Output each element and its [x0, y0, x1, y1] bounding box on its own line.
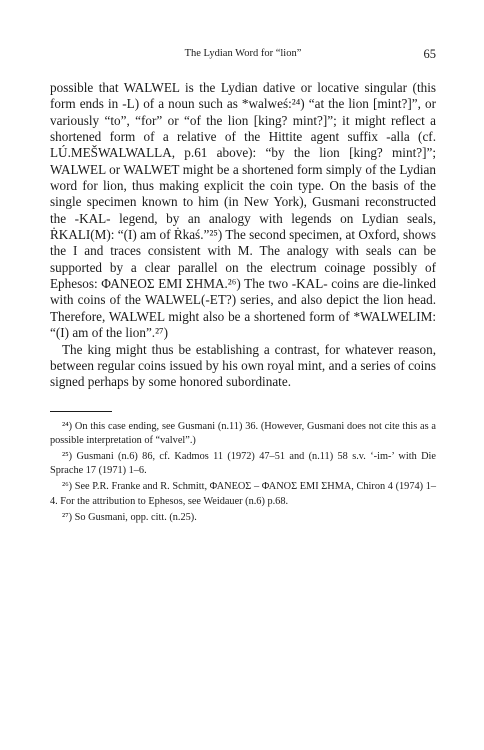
footnote: ²⁶) See P.R. Franke and R. Schmitt, ΦΑΝΕΟΣ – ΦΑΝΟΣ ΕΜΙ ΣΗΜΑ, Chiron 4 (1974) 1–4. For the attribution to Ephesos, see Weidauer (n.6) p.68. — [50, 481, 436, 507]
page — [50, 46, 436, 527]
page-number: 65 — [423, 47, 436, 61]
running-head — [50, 46, 436, 62]
footnote: ²⁵) Gusmani (n.6) 86, cf. Kadmos 11 (1972) 47–51 and (n.11) 58 s.v. ‘-im-’ with Die Sprache 17 (1971) 1–6. — [50, 450, 436, 477]
running-title: The Lydian Word for “lion” — [184, 48, 302, 59]
body-paragraph: possible that WALWEL is the Lydian dative or locative singular (this form ends in -L) of a noun such as *walweś:²⁴) “at the lion [mint?]”, or variously “to”, “for” or “of the lion [king? mint?]”; it might reflect a shortened form of a relative of the Hittite agent suffix -alla (cf. LÚ.MEŠWALWALLA, p.61 above): “by the lion [king? mint?]”; WALWEL or WALWET might be a shortened form simply of the Lydian word for lion, thus making explicit the coin type. On the basis of the single specimen known to him (in New York), Gusmani reconstructed the -KAL- legend, by an analogy with legends on Lydian seals, ṘKALI(M): “(I) am of Ṙkaś.”²⁵) The second specimen, at Oxford, shows the I and traces consistent with M. The analogy with seals can be supported by a clear parallel on the electrum coinage possibly of Ephesos: ΦΑΝΕΟΣ ΕΜΙ ΣΗΜΑ.²⁶) The two -KAL- coins are die-linked with coins of the WALWEL(-ET?) series, and also depict the lion head. Therefore, WALWEL might also be a shortened form of *WALWELIM: “(I) am of the lion”.²⁷) — [50, 80, 436, 341]
footnotes — [50, 420, 436, 525]
body-text — [50, 80, 436, 391]
footnote: ²⁴) On this case ending, see Gusmani (n.11) 36. (However, Gusmani does not cite this as a possible interpretation of “valvel”.) — [50, 420, 436, 446]
body-paragraph: The king might thus be establishing a contrast, for whatever reason, between regular coins issued by his own royal mint, and a series of coins signed perhaps by some honored subordinate. — [50, 341, 436, 390]
footnote: ²⁷) So Gusmani, opp. citt. (n.25). — [62, 511, 197, 523]
footnote-divider — [50, 411, 112, 412]
